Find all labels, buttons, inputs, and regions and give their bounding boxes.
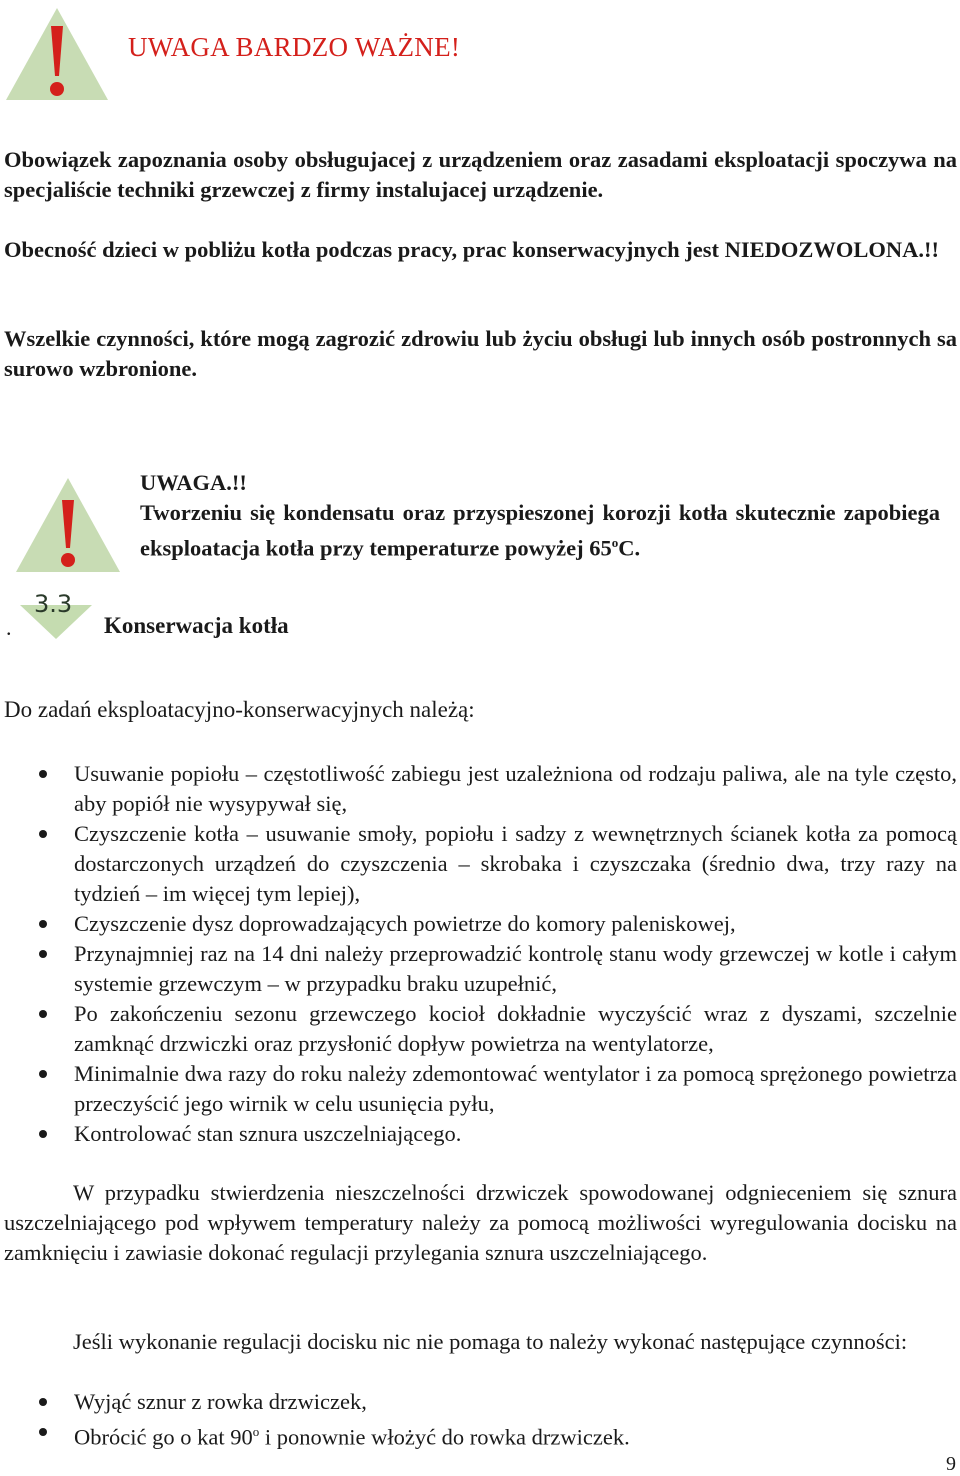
notice-text: Tworzeniu się kondensatu oraz przyspieszonej korozji kotła skutecznie zapobiega eksploatacja kotła przy temperaturze powyżej 65$^o$C. [140,500,940,561]
paragraph-obligation: Obowiązek zapoznania osoby obsługujacej z urządzeniem oraz zasadami eksploatacji spoczywa na specjaliście techniki grzewczej z firmy instalujacej urządzenie. [4,147,957,202]
warning-triangle-icon [14,476,122,579]
paragraph-seal: W przypadku stwierdzenia nieszczelności drzwiczek spowodowanej odgnieceniem się sznura uszczelniającego pod wpływem temperatury należy za pomocą możliwości wyregulowania docisku na zamknięciu i zawiasie dokonać regulacji przylegania sznura uszczelniającego. [4,1180,957,1265]
notice-block [140,468,940,564]
tasks-intro: Do zadań eksploatacyjno-konserwacyjnych należą: [4,697,475,722]
section-title: Konserwacja kotła [104,613,289,638]
tasks-list [0,759,957,1149]
paragraph-children: Obecność dzieci w pobliżu kotła podczas pracy, prac konserwacyjnych jest NIEDOZWOLONA.!! [4,237,939,262]
paragraph-forbidden: Wszelkie czynności, które mogą zagrozić zdrowiu lub życiu obsługi lub innych osób postronnych sa surowo wzbronione. [4,326,957,381]
page-number: 9 [946,1453,956,1475]
steps-list [0,1387,957,1453]
list-item: Przynajmniej raz na 14 dni należy przeprowadzić kontrolę stanu wody grzewczej w kotle i całym systemie grzewczym – w przypadku braku uzupełnić, [0,939,957,999]
section-dot: . [6,615,12,640]
list-item: Wyjąć sznur z rowka drzwiczek, [0,1387,957,1417]
list-item: Usuwanie popiołu – częstotliwość zabiegu jest uzależniona od rodzaju paliwa, ale na tyle często, aby popiół nie wysypywał się, [0,759,957,819]
warning-title: UWAGA BARDZO WAŻNE! [128,32,461,62]
list-item: Obrócić go o kat 90$^o$ i ponownie włożyć do rowka drzwiczek. [0,1417,957,1453]
list-item: Minimalnie dwa razy do roku należy zdemontować wentylator i za pomocą sprężonego powietrza przeczyścić jego wirnik w celu usunięcia pyłu, [0,1059,957,1119]
paragraph-steps-intro: Jeśli wykonanie regulacji docisku nic nie pomaga to należy wykonać następujące czynności: [73,1329,908,1354]
section-number: 3.3 [34,590,73,618]
list-item: Czyszczenie kotła – usuwanie smoły, popiołu i sadzy z wewnętrznych ścianek kotła za pomocą dostarczonych urządzeń do czyszczenia – skrobaka i czyszczaka (średnio dwa, trzy razy na tydzień – im więcej tym lepiej), [0,819,957,909]
list-item: Kontrolować stan sznura uszczelniającego. [0,1119,957,1149]
list-item: Po zakończeniu sezonu grzewczego kocioł dokładnie wyczyścić wraz z dyszami, szczelnie zamknąć drzwiczki oraz przysłonić dopływ powietrza na wentylatorze, [0,999,957,1059]
warning-triangle-icon [4,6,110,107]
notice-heading: UWAGA.!! [140,470,247,495]
list-item: Czyszczenie dysz doprowadzających powietrze do komory paleniskowej, [0,909,957,939]
